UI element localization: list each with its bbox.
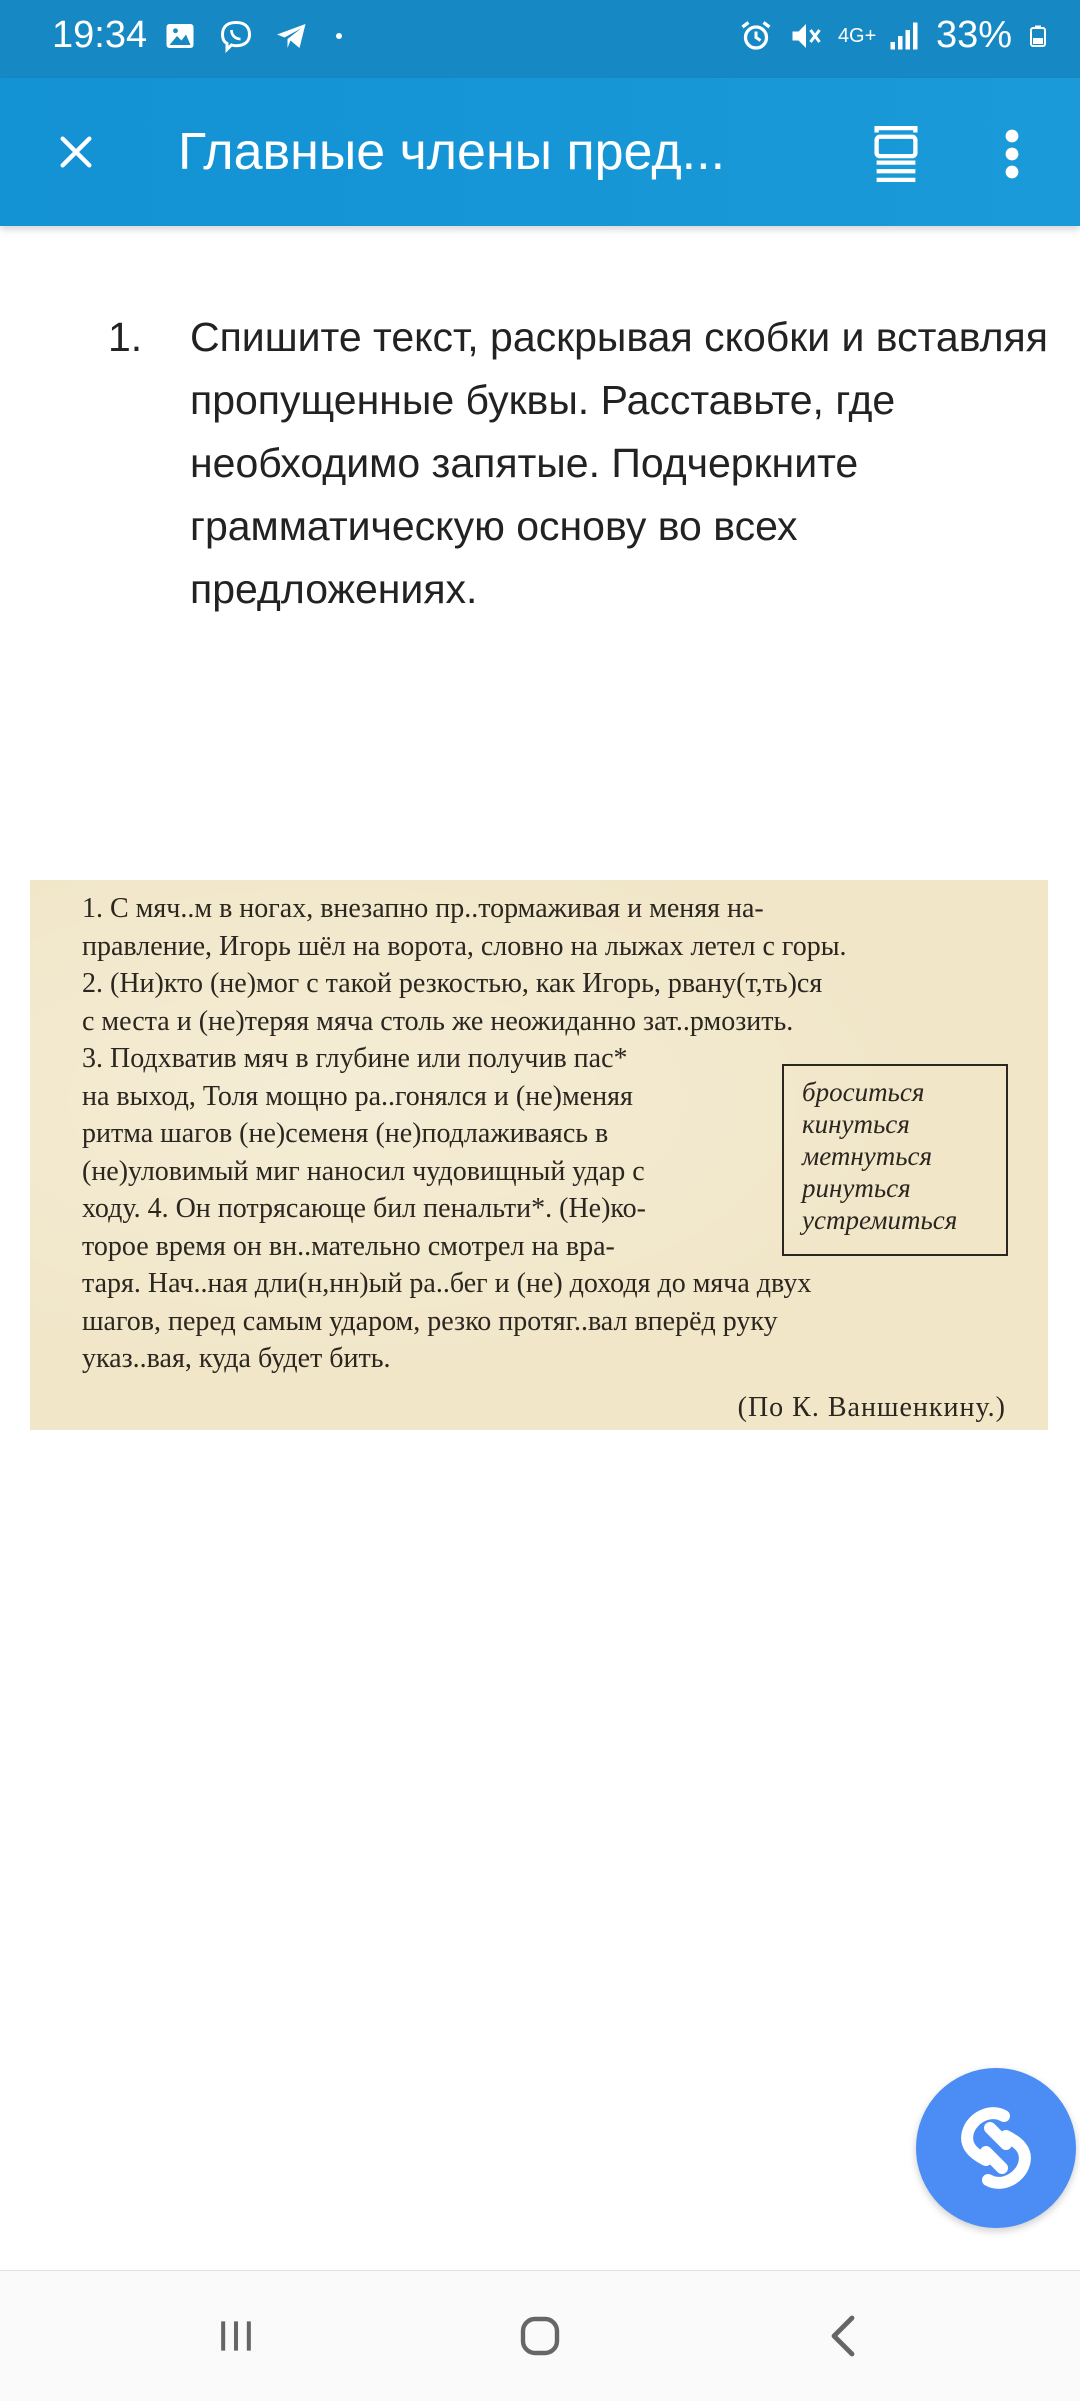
telegram-icon xyxy=(274,18,310,54)
synonym-word: устремиться xyxy=(802,1205,958,1235)
task-number: 1. xyxy=(108,314,143,360)
synonym-word: метнуться xyxy=(802,1141,933,1171)
scan-line: ходу. 4. Он потрясающе бил пенальти*. (Не)ко- xyxy=(82,1193,646,1224)
recent-apps-button[interactable] xyxy=(196,2301,276,2371)
author-credit: (По К. Ваншенкину.) xyxy=(737,1392,1006,1423)
reader-mode-button[interactable] xyxy=(858,116,934,192)
recent-apps-icon xyxy=(214,2314,258,2358)
status-notification-icons xyxy=(162,18,348,54)
synonym-word: броситься xyxy=(802,1077,925,1107)
dot-icon xyxy=(330,18,348,54)
scan-line: на выход, Толя мощно ра..гонялся и (не)меняя xyxy=(82,1080,633,1112)
task-text: Спишите текст, раскрывая скобки и вставляя пропущенные буквы. Расставьте, где необходимо запятые. Подчеркните грамматическую основу во всех предложениях. xyxy=(190,314,1048,612)
system-nav-bar xyxy=(0,2270,1080,2401)
status-system-icons xyxy=(738,14,1050,57)
home-button[interactable] xyxy=(500,2301,580,2371)
synonym-word: кинуться xyxy=(802,1109,910,1139)
signal-icon xyxy=(886,18,922,54)
scan-line: таря. Нач..ная дли(н,нн)ый ра..бег и (не) доходя до мяча двух xyxy=(82,1268,812,1299)
scan-line: с места и (не)теряя мяча столь же неожиданно зат..рмозить. xyxy=(82,1005,794,1037)
synonym-box xyxy=(782,1064,1008,1256)
gallery-icon xyxy=(162,18,198,54)
network-type: 4G+ xyxy=(837,24,877,47)
task-item xyxy=(108,306,1048,621)
scan-line: (не)уловимый миг наносил чудовищный удар с xyxy=(82,1155,645,1187)
mute-icon xyxy=(788,18,824,54)
shazam-button[interactable] xyxy=(916,2068,1076,2228)
scan-line: шагов, перед самым ударом, резко протяг..вал вперёд руку xyxy=(82,1305,778,1337)
close-icon xyxy=(56,132,96,172)
exercise-scan-image xyxy=(30,880,1048,1430)
page-title: Главные члены пред... xyxy=(178,123,726,181)
status-time: 19:34 xyxy=(52,14,148,56)
scan-line: 3. Подхватив мяч в глубине или получив пас* xyxy=(82,1043,628,1074)
alarm-icon xyxy=(738,18,774,54)
app-bar xyxy=(0,78,1080,226)
more-icon xyxy=(1004,128,1020,180)
close-button[interactable] xyxy=(42,118,110,186)
status-bar xyxy=(0,0,1080,78)
scan-line: 2. (Ни)кто (не)мог с такой резкостью, как Игорь, рвану(т,ть)ся xyxy=(82,968,823,999)
scan-line: 1. С мяч..м в ногах, внезапно пр..тормаживая и меняя на- xyxy=(82,893,764,924)
scan-line: правление, Игорь шёл на ворота, словно на лыжах летел с горы. xyxy=(82,930,847,962)
home-icon xyxy=(516,2312,564,2360)
battery-percent: 33% xyxy=(935,14,1012,56)
shazam-icon xyxy=(946,2098,1046,2198)
more-options-button[interactable] xyxy=(982,116,1042,192)
synonym-word: ринуться xyxy=(802,1173,911,1203)
battery-icon xyxy=(1026,18,1050,54)
reader-mode-icon xyxy=(870,126,922,182)
back-button[interactable] xyxy=(802,2301,882,2371)
scan-line: указ..вая, куда будет бить. xyxy=(82,1343,391,1374)
back-icon xyxy=(822,2312,862,2360)
viber-icon xyxy=(218,18,254,54)
scan-line: торое время он вн..мательно смотрел на вра- xyxy=(82,1230,615,1262)
scan-line: ритма шагов (не)семеня (не)подлаживаясь в xyxy=(82,1118,609,1149)
